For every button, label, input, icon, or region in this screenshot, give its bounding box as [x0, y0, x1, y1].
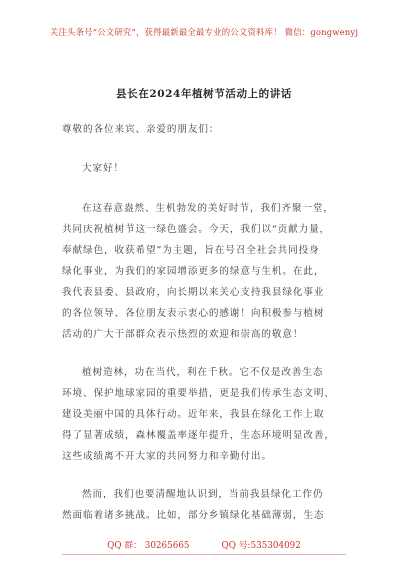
paragraph-line: 得了显著成绩，森林覆盖率逐年提升，生态环境明显改善， — [62, 430, 335, 441]
salutation: 尊敬的各位来宾、亲爱的朋友们： — [62, 124, 220, 135]
paragraph-line: 然面临着诸多挑战。比如，部分乡镇绿化基础薄弱，生态 — [62, 510, 325, 521]
paragraph-line: 环境、保护地球家园的重要举措，更是我们传承生态文明、 — [62, 388, 335, 399]
header-banner: 关注头条号“公文研究”，获得最新最全最专业的公文资料库！ 微信：gongwenyj — [49, 27, 359, 37]
paragraph-line: 活动的广大干部群众表示热烈的欢迎和崇高的敬意！ — [62, 329, 304, 340]
paragraph-2 — [62, 362, 346, 467]
paragraph-line: 这些成绩离不开大家的共同努力和辛勤付出。 — [62, 451, 272, 462]
paragraph-line: 的各位领导、各位朋友表示衷心的感谢！向积极参与植树 — [62, 308, 325, 319]
paragraph-line: 我代表县委、县政府，向长期以来关心支持我县绿化事业 — [62, 287, 325, 298]
greeting: 大家好！ — [82, 163, 124, 174]
qq-number: QQ 号:535304092 — [221, 541, 301, 551]
qq-group: QQ 群： 30265665 — [107, 541, 190, 551]
document-title: 县长在2024年植树节活动上的讲话 — [116, 88, 292, 100]
paragraph-1 — [62, 198, 346, 345]
paragraph-line: 绿化事业，为我们的家园增添更多的绿意与生机。在此， — [62, 266, 325, 277]
paragraph-line: 建设美丽中国的具体行动。近年来，我县在绿化工作上取 — [62, 409, 325, 420]
paragraph-line: 植树造林，功在当代，利在千秋。它不仅是改善生态 — [82, 367, 324, 378]
footer-divider — [62, 554, 346, 555]
greeting-block — [62, 158, 346, 179]
paragraph-3 — [62, 484, 346, 526]
paragraph-line: 在这春意盎然、生机勃发的美好时节，我们齐聚一堂， — [82, 203, 334, 214]
salutation-block — [62, 119, 346, 140]
footer-contacts — [0, 538, 408, 551]
paragraph-line: 奉献绿色，收获希望”为主题，旨在号召全社会共同投身 — [62, 245, 320, 256]
paragraph-line: 共同庆祝植树节这一绿色盛会。今天，我们以“贡献力量， — [62, 224, 331, 235]
paragraph-line: 然而，我们也要清醒地认识到，当前我县绿化工作仍 — [82, 489, 324, 500]
